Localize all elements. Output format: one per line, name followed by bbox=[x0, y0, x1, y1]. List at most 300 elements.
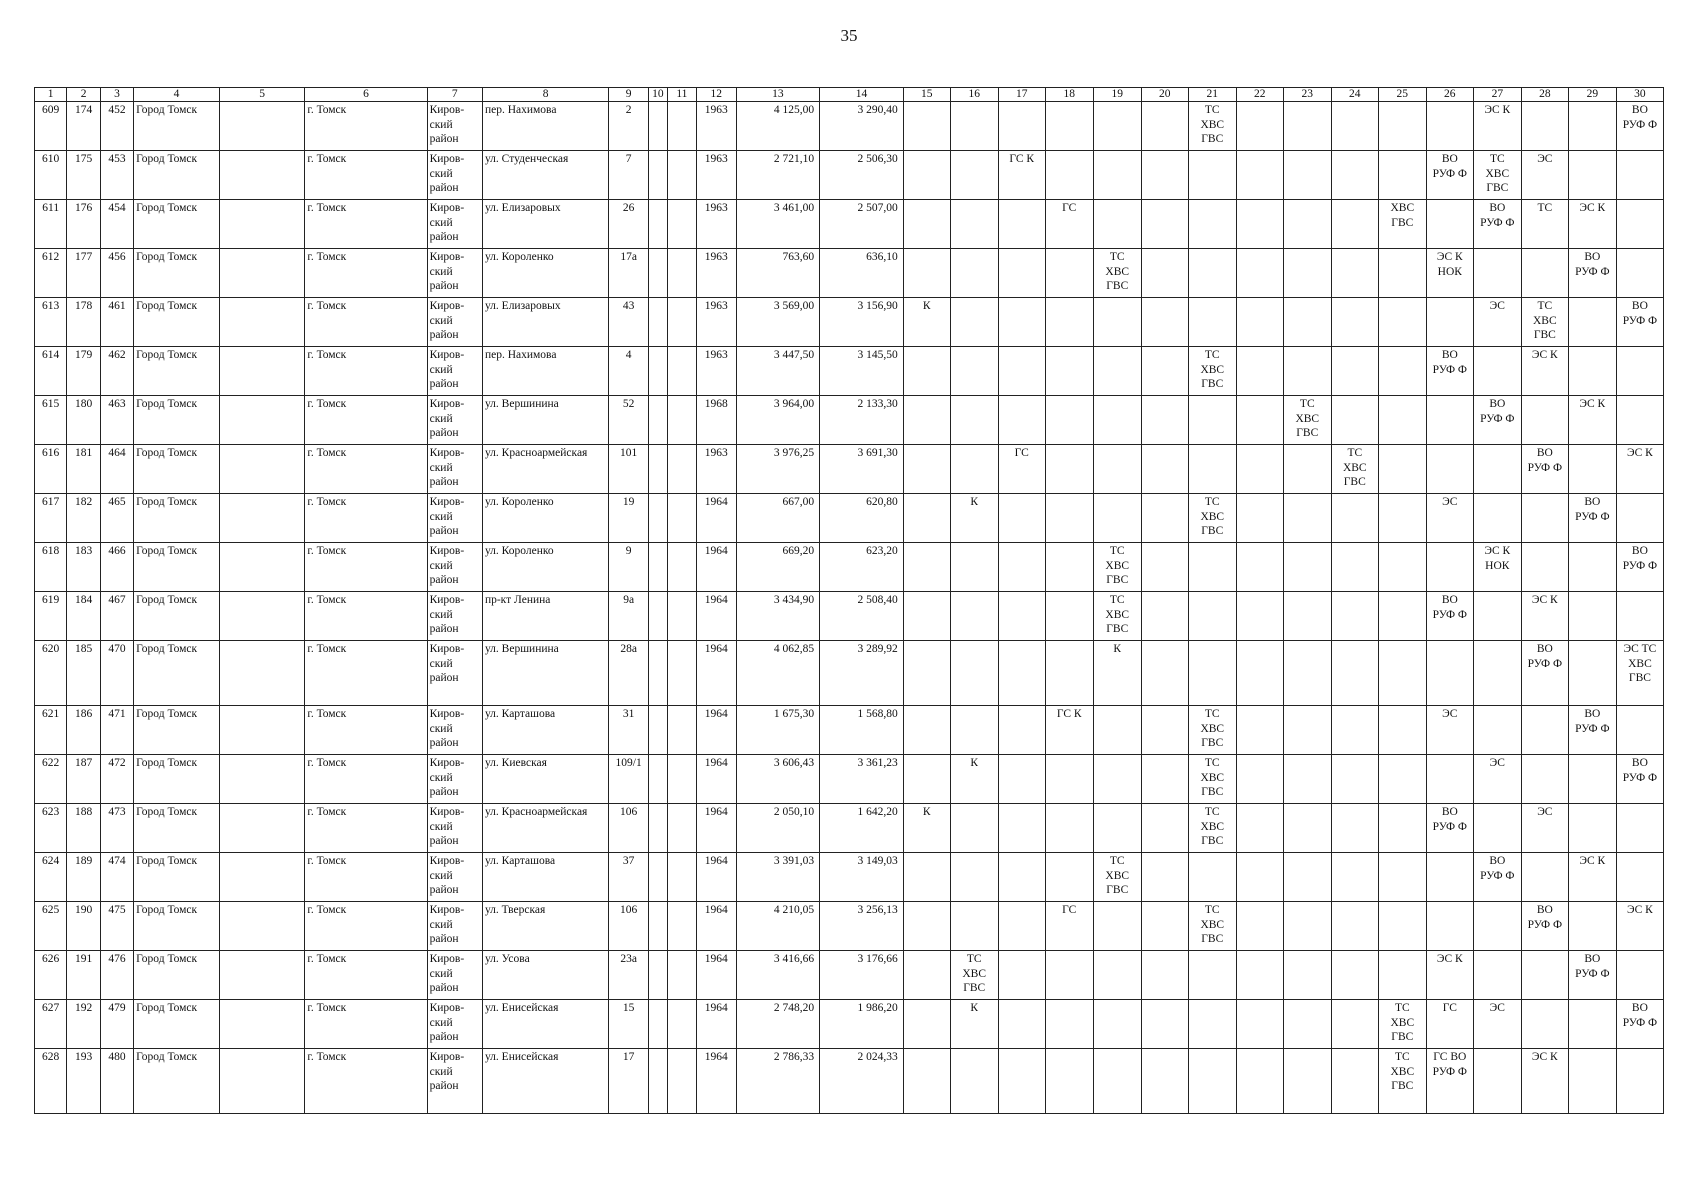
column-number-row bbox=[35, 88, 1664, 102]
table-cell-col-11 bbox=[667, 445, 696, 494]
table-cell-col-21: ТС ХВС ГВС bbox=[1188, 755, 1236, 804]
table-cell-col-2: 191 bbox=[67, 951, 100, 1000]
table-cell-col-28 bbox=[1521, 396, 1568, 445]
table-cell-col-27 bbox=[1473, 706, 1521, 755]
table-cell-col-2: 183 bbox=[67, 543, 100, 592]
table-cell-col-5 bbox=[219, 445, 305, 494]
table-cell-col-16 bbox=[950, 298, 998, 347]
table-cell-col-21 bbox=[1188, 1049, 1236, 1114]
table-cell-col-12: 1964 bbox=[696, 951, 736, 1000]
table-cell-col-21 bbox=[1188, 641, 1236, 706]
table-cell-col-11 bbox=[667, 200, 696, 249]
table-cell-col-10 bbox=[648, 494, 667, 543]
table-cell-col-11 bbox=[667, 1049, 696, 1114]
table-cell-col-15 bbox=[903, 706, 950, 755]
table-cell-col-10 bbox=[648, 543, 667, 592]
table-cell-col-4: Город Томск bbox=[134, 102, 220, 151]
table-cell-col-21 bbox=[1188, 151, 1236, 200]
table-cell-col-9: 9а bbox=[609, 592, 649, 641]
table-cell-col-8: ул. Красноармейская bbox=[482, 445, 608, 494]
table-cell-col-27 bbox=[1473, 249, 1521, 298]
table-cell-col-17 bbox=[998, 102, 1045, 151]
table-cell-col-22 bbox=[1236, 592, 1283, 641]
table-cell-col-9: 7 bbox=[609, 151, 649, 200]
table-cell-col-19 bbox=[1093, 902, 1141, 951]
table-cell-col-10 bbox=[648, 902, 667, 951]
table-cell-col-3: 479 bbox=[100, 1000, 133, 1049]
table-cell-col-8: ул. Короленко bbox=[482, 543, 608, 592]
table-cell-col-3: 462 bbox=[100, 347, 133, 396]
table-cell-col-17 bbox=[998, 494, 1045, 543]
table-cell-col-5 bbox=[219, 902, 305, 951]
table-cell-col-27 bbox=[1473, 641, 1521, 706]
table-cell-col-13: 3 461,00 bbox=[736, 200, 820, 249]
table-cell-col-1: 619 bbox=[35, 592, 67, 641]
table-cell-col-19: ТС ХВС ГВС bbox=[1093, 592, 1141, 641]
table-cell-col-8: ул. Короленко bbox=[482, 249, 608, 298]
table-cell-col-1: 626 bbox=[35, 951, 67, 1000]
table-cell-col-29 bbox=[1568, 755, 1616, 804]
table-cell-col-17: ГС К bbox=[998, 151, 1045, 200]
table-cell-col-1: 609 bbox=[35, 102, 67, 151]
table-cell-col-8: ул. Елизаровых bbox=[482, 298, 608, 347]
table-cell-col-27 bbox=[1473, 347, 1521, 396]
table-cell-col-12: 1964 bbox=[696, 706, 736, 755]
column-number: 17 bbox=[998, 88, 1045, 102]
table-cell-col-16 bbox=[950, 592, 998, 641]
table-cell-col-22 bbox=[1236, 543, 1283, 592]
table-cell-col-26: ЭС К НОК bbox=[1426, 249, 1473, 298]
table-cell-col-20 bbox=[1141, 755, 1188, 804]
table-cell-col-7: Киров- ский район bbox=[427, 445, 482, 494]
table-cell-col-24 bbox=[1331, 200, 1378, 249]
table-cell-col-4: Город Томск bbox=[134, 641, 220, 706]
table-cell-col-12: 1964 bbox=[696, 1000, 736, 1049]
column-number: 6 bbox=[305, 88, 427, 102]
table-cell-col-26 bbox=[1426, 298, 1473, 347]
table-cell-col-20 bbox=[1141, 804, 1188, 853]
table-cell-col-24 bbox=[1331, 706, 1378, 755]
table-cell-col-21: ТС ХВС ГВС bbox=[1188, 706, 1236, 755]
table-cell-col-13: 3 976,25 bbox=[736, 445, 820, 494]
table-cell-col-29 bbox=[1568, 902, 1616, 951]
table-cell-col-9: 2 bbox=[609, 102, 649, 151]
table-cell-col-9: 4 bbox=[609, 347, 649, 396]
table-cell-col-30 bbox=[1616, 804, 1663, 853]
table-cell-col-19 bbox=[1093, 298, 1141, 347]
table-cell-col-26: ГС ВО РУФ Ф bbox=[1426, 1049, 1473, 1114]
table-cell-col-13: 1 675,30 bbox=[736, 706, 820, 755]
table-cell-col-22 bbox=[1236, 200, 1283, 249]
table-cell-col-6: г. Томск bbox=[305, 641, 427, 706]
table-cell-col-28 bbox=[1521, 249, 1568, 298]
column-number: 26 bbox=[1426, 88, 1473, 102]
table-cell-col-6: г. Томск bbox=[305, 951, 427, 1000]
table-cell-col-19: ТС ХВС ГВС bbox=[1093, 543, 1141, 592]
column-number: 9 bbox=[609, 88, 649, 102]
table-cell-col-17 bbox=[998, 592, 1045, 641]
table-cell-col-1: 620 bbox=[35, 641, 67, 706]
table-cell-col-14: 1 642,20 bbox=[820, 804, 904, 853]
table-row bbox=[35, 592, 1664, 641]
table-cell-col-19: ТС ХВС ГВС bbox=[1093, 249, 1141, 298]
table-cell-col-5 bbox=[219, 755, 305, 804]
table-cell-col-10 bbox=[648, 1000, 667, 1049]
column-number: 5 bbox=[219, 88, 305, 102]
table-cell-col-23 bbox=[1283, 151, 1331, 200]
table-cell-col-27 bbox=[1473, 1049, 1521, 1114]
table-cell-col-24 bbox=[1331, 804, 1378, 853]
column-number: 10 bbox=[648, 88, 667, 102]
table-cell-col-15 bbox=[903, 347, 950, 396]
table-cell-col-9: 101 bbox=[609, 445, 649, 494]
table-cell-col-16 bbox=[950, 249, 998, 298]
table-cell-col-23 bbox=[1283, 706, 1331, 755]
table-cell-col-24 bbox=[1331, 249, 1378, 298]
table-cell-col-29: ВО РУФ Ф bbox=[1568, 494, 1616, 543]
table-cell-col-28: ЭС bbox=[1521, 151, 1568, 200]
table-cell-col-15 bbox=[903, 396, 950, 445]
table-cell-col-13: 3 606,43 bbox=[736, 755, 820, 804]
table-cell-col-6: г. Томск bbox=[305, 853, 427, 902]
table-cell-col-29 bbox=[1568, 1049, 1616, 1114]
table-cell-col-30 bbox=[1616, 249, 1663, 298]
table-cell-col-10 bbox=[648, 151, 667, 200]
table-cell-col-18 bbox=[1045, 298, 1093, 347]
table-cell-col-8: ул. Киевская bbox=[482, 755, 608, 804]
table-cell-col-23 bbox=[1283, 200, 1331, 249]
table-cell-col-30 bbox=[1616, 200, 1663, 249]
table-cell-col-8: ул. Короленко bbox=[482, 494, 608, 543]
table-cell-col-19 bbox=[1093, 151, 1141, 200]
table-cell-col-8: пер. Нахимова bbox=[482, 347, 608, 396]
table-cell-col-2: 185 bbox=[67, 641, 100, 706]
table-cell-col-19: ТС ХВС ГВС bbox=[1093, 853, 1141, 902]
table-cell-col-28: ЭС bbox=[1521, 804, 1568, 853]
table-cell-col-23: ТС ХВС ГВС bbox=[1283, 396, 1331, 445]
table-cell-col-10 bbox=[648, 396, 667, 445]
table-cell-col-12: 1963 bbox=[696, 445, 736, 494]
table-cell-col-16: К bbox=[950, 1000, 998, 1049]
table-cell-col-26: ВО РУФ Ф bbox=[1426, 592, 1473, 641]
table-cell-col-2: 174 bbox=[67, 102, 100, 151]
table-row bbox=[35, 755, 1664, 804]
table-cell-col-30: ЭС К bbox=[1616, 445, 1663, 494]
table-cell-col-17 bbox=[998, 902, 1045, 951]
table-row bbox=[35, 396, 1664, 445]
table-cell-col-8: ул. Вершинина bbox=[482, 641, 608, 706]
table-cell-col-28: ВО РУФ Ф bbox=[1521, 641, 1568, 706]
table-cell-col-12: 1963 bbox=[696, 200, 736, 249]
table-cell-col-12: 1963 bbox=[696, 298, 736, 347]
table-cell-col-22 bbox=[1236, 804, 1283, 853]
table-cell-col-9: 9 bbox=[609, 543, 649, 592]
table-cell-col-19 bbox=[1093, 1049, 1141, 1114]
table-cell-col-17: ГС bbox=[998, 445, 1045, 494]
table-cell-col-18 bbox=[1045, 494, 1093, 543]
column-number: 29 bbox=[1568, 88, 1616, 102]
table-cell-col-17 bbox=[998, 200, 1045, 249]
table-cell-col-7: Киров- ский район bbox=[427, 592, 482, 641]
table-cell-col-3: 475 bbox=[100, 902, 133, 951]
table-cell-col-14: 2 508,40 bbox=[820, 592, 904, 641]
table-cell-col-16 bbox=[950, 1049, 998, 1114]
table-cell-col-10 bbox=[648, 755, 667, 804]
table-cell-col-14: 2 024,33 bbox=[820, 1049, 904, 1114]
table-cell-col-7: Киров- ский район bbox=[427, 641, 482, 706]
table-cell-col-13: 4 062,85 bbox=[736, 641, 820, 706]
table-cell-col-20 bbox=[1141, 706, 1188, 755]
table-cell-col-7: Киров- ский район bbox=[427, 102, 482, 151]
table-cell-col-8: ул. Енисейская bbox=[482, 1049, 608, 1114]
table-cell-col-15 bbox=[903, 445, 950, 494]
table-cell-col-28: ЭС К bbox=[1521, 1049, 1568, 1114]
table-cell-col-21 bbox=[1188, 543, 1236, 592]
column-number: 3 bbox=[100, 88, 133, 102]
table-cell-col-4: Город Томск bbox=[134, 200, 220, 249]
table-cell-col-24 bbox=[1331, 102, 1378, 151]
column-number: 30 bbox=[1616, 88, 1663, 102]
table-cell-col-5 bbox=[219, 951, 305, 1000]
table-cell-col-17 bbox=[998, 1000, 1045, 1049]
table-cell-col-19: К bbox=[1093, 641, 1141, 706]
table-cell-col-27: ЭС bbox=[1473, 1000, 1521, 1049]
table-cell-col-25: ТС ХВС ГВС bbox=[1378, 1000, 1426, 1049]
table-cell-col-7: Киров- ский район bbox=[427, 543, 482, 592]
table-cell-col-1: 627 bbox=[35, 1000, 67, 1049]
table-cell-col-9: 15 bbox=[609, 1000, 649, 1049]
table-cell-col-16 bbox=[950, 641, 998, 706]
table-cell-col-20 bbox=[1141, 347, 1188, 396]
table-cell-col-8: ул. Карташова bbox=[482, 853, 608, 902]
table-cell-col-6: г. Томск bbox=[305, 902, 427, 951]
table-cell-col-20 bbox=[1141, 853, 1188, 902]
column-number: 25 bbox=[1378, 88, 1426, 102]
table-cell-col-2: 184 bbox=[67, 592, 100, 641]
table-cell-col-2: 181 bbox=[67, 445, 100, 494]
table-cell-col-15 bbox=[903, 249, 950, 298]
column-number: 12 bbox=[696, 88, 736, 102]
table-cell-col-15 bbox=[903, 592, 950, 641]
table-cell-col-5 bbox=[219, 151, 305, 200]
table-cell-col-26 bbox=[1426, 902, 1473, 951]
table-cell-col-13: 3 391,03 bbox=[736, 853, 820, 902]
table-cell-col-16: К bbox=[950, 755, 998, 804]
table-cell-col-19 bbox=[1093, 804, 1141, 853]
table-cell-col-19 bbox=[1093, 445, 1141, 494]
table-cell-col-28: ВО РУФ Ф bbox=[1521, 902, 1568, 951]
table-cell-col-6: г. Томск bbox=[305, 249, 427, 298]
table-cell-col-14: 636,10 bbox=[820, 249, 904, 298]
table-cell-col-4: Город Томск bbox=[134, 902, 220, 951]
table-cell-col-5 bbox=[219, 853, 305, 902]
table-cell-col-15 bbox=[903, 200, 950, 249]
table-cell-col-23 bbox=[1283, 641, 1331, 706]
table-cell-col-12: 1964 bbox=[696, 543, 736, 592]
table-cell-col-21: ТС ХВС ГВС bbox=[1188, 102, 1236, 151]
table-cell-col-18: ГС bbox=[1045, 200, 1093, 249]
column-number: 2 bbox=[67, 88, 100, 102]
table-cell-col-9: 26 bbox=[609, 200, 649, 249]
table-cell-col-10 bbox=[648, 853, 667, 902]
table-cell-col-12: 1964 bbox=[696, 853, 736, 902]
table-cell-col-21: ТС ХВС ГВС bbox=[1188, 804, 1236, 853]
table-cell-col-23 bbox=[1283, 494, 1331, 543]
table-cell-col-20 bbox=[1141, 902, 1188, 951]
table-cell-col-1: 613 bbox=[35, 298, 67, 347]
table-cell-col-22 bbox=[1236, 102, 1283, 151]
table-cell-col-15 bbox=[903, 853, 950, 902]
table-cell-col-30: ВО РУФ Ф bbox=[1616, 755, 1663, 804]
column-number: 1 bbox=[35, 88, 67, 102]
table-cell-col-1: 628 bbox=[35, 1049, 67, 1114]
table-cell-col-29 bbox=[1568, 102, 1616, 151]
table-cell-col-1: 615 bbox=[35, 396, 67, 445]
table-cell-col-17 bbox=[998, 396, 1045, 445]
table-cell-col-26 bbox=[1426, 445, 1473, 494]
table-cell-col-21 bbox=[1188, 249, 1236, 298]
table-cell-col-14: 1 568,80 bbox=[820, 706, 904, 755]
table-cell-col-17 bbox=[998, 755, 1045, 804]
table-cell-col-12: 1968 bbox=[696, 396, 736, 445]
table-cell-col-24 bbox=[1331, 853, 1378, 902]
column-number: 13 bbox=[736, 88, 820, 102]
table-cell-col-5 bbox=[219, 804, 305, 853]
table-cell-col-30: ВО РУФ Ф bbox=[1616, 102, 1663, 151]
table-cell-col-25 bbox=[1378, 755, 1426, 804]
table-cell-col-28 bbox=[1521, 543, 1568, 592]
table-cell-col-20 bbox=[1141, 1049, 1188, 1114]
table-cell-col-9: 109/1 bbox=[609, 755, 649, 804]
table-cell-col-1: 625 bbox=[35, 902, 67, 951]
table-cell-col-16 bbox=[950, 445, 998, 494]
table-cell-col-12: 1964 bbox=[696, 902, 736, 951]
table-cell-col-9: 28а bbox=[609, 641, 649, 706]
table-cell-col-6: г. Томск bbox=[305, 1049, 427, 1114]
table-cell-col-3: 472 bbox=[100, 755, 133, 804]
table-cell-col-6: г. Томск bbox=[305, 755, 427, 804]
table-cell-col-11 bbox=[667, 804, 696, 853]
table-cell-col-27 bbox=[1473, 494, 1521, 543]
table-cell-col-25 bbox=[1378, 853, 1426, 902]
table-cell-col-18 bbox=[1045, 804, 1093, 853]
table-cell-col-7: Киров- ский район bbox=[427, 1049, 482, 1114]
table-cell-col-29 bbox=[1568, 592, 1616, 641]
table-cell-col-26 bbox=[1426, 102, 1473, 151]
table-cell-col-16: К bbox=[950, 494, 998, 543]
table-cell-col-29 bbox=[1568, 151, 1616, 200]
table-cell-col-22 bbox=[1236, 347, 1283, 396]
table-cell-col-15 bbox=[903, 902, 950, 951]
table-cell-col-18 bbox=[1045, 755, 1093, 804]
table-cell-col-16 bbox=[950, 396, 998, 445]
table-cell-col-24 bbox=[1331, 902, 1378, 951]
table-cell-col-15 bbox=[903, 151, 950, 200]
table-cell-col-29 bbox=[1568, 641, 1616, 706]
table-cell-col-20 bbox=[1141, 151, 1188, 200]
table-cell-col-11 bbox=[667, 347, 696, 396]
table-cell-col-24 bbox=[1331, 298, 1378, 347]
table-cell-col-5 bbox=[219, 706, 305, 755]
table-cell-col-21 bbox=[1188, 951, 1236, 1000]
table-cell-col-29 bbox=[1568, 445, 1616, 494]
table-cell-col-4: Город Томск bbox=[134, 1049, 220, 1114]
table-cell-col-20 bbox=[1141, 102, 1188, 151]
table-row bbox=[35, 102, 1664, 151]
table-cell-col-30: ВО РУФ Ф bbox=[1616, 298, 1663, 347]
table-cell-col-25 bbox=[1378, 102, 1426, 151]
table-cell-col-10 bbox=[648, 706, 667, 755]
table-cell-col-9: 31 bbox=[609, 706, 649, 755]
table-cell-col-7: Киров- ский район bbox=[427, 396, 482, 445]
table-cell-col-2: 189 bbox=[67, 853, 100, 902]
table-cell-col-25 bbox=[1378, 347, 1426, 396]
table-cell-col-18 bbox=[1045, 641, 1093, 706]
table-cell-col-5 bbox=[219, 1049, 305, 1114]
table-cell-col-20 bbox=[1141, 298, 1188, 347]
table-cell-col-13: 3 447,50 bbox=[736, 347, 820, 396]
table-cell-col-1: 610 bbox=[35, 151, 67, 200]
table-cell-col-9: 43 bbox=[609, 298, 649, 347]
table-cell-col-4: Город Томск bbox=[134, 706, 220, 755]
table-cell-col-3: 453 bbox=[100, 151, 133, 200]
table-cell-col-23 bbox=[1283, 853, 1331, 902]
table-cell-col-14: 2 506,30 bbox=[820, 151, 904, 200]
table-cell-col-29 bbox=[1568, 298, 1616, 347]
table-cell-col-12: 1964 bbox=[696, 804, 736, 853]
table-cell-col-30 bbox=[1616, 706, 1663, 755]
table-cell-col-20 bbox=[1141, 249, 1188, 298]
table-cell-col-17 bbox=[998, 347, 1045, 396]
table-cell-col-28: ЭС К bbox=[1521, 592, 1568, 641]
table-cell-col-24 bbox=[1331, 543, 1378, 592]
table-cell-col-18 bbox=[1045, 951, 1093, 1000]
table-cell-col-14: 3 289,92 bbox=[820, 641, 904, 706]
table-cell-col-6: г. Томск bbox=[305, 1000, 427, 1049]
table-cell-col-8: ул. Енисейская bbox=[482, 1000, 608, 1049]
table-cell-col-3: 454 bbox=[100, 200, 133, 249]
table-cell-col-24 bbox=[1331, 1049, 1378, 1114]
table-cell-col-6: г. Томск bbox=[305, 494, 427, 543]
table-cell-col-18: ГС К bbox=[1045, 706, 1093, 755]
table-cell-col-21 bbox=[1188, 298, 1236, 347]
table-cell-col-19 bbox=[1093, 706, 1141, 755]
table-cell-col-28 bbox=[1521, 102, 1568, 151]
table-cell-col-28 bbox=[1521, 1000, 1568, 1049]
table-cell-col-15 bbox=[903, 1049, 950, 1114]
column-number: 15 bbox=[903, 88, 950, 102]
table-cell-col-7: Киров- ский район bbox=[427, 494, 482, 543]
table-row bbox=[35, 1000, 1664, 1049]
table-row bbox=[35, 902, 1664, 951]
table-cell-col-16 bbox=[950, 543, 998, 592]
table-cell-col-3: 474 bbox=[100, 853, 133, 902]
table-cell-col-12: 1963 bbox=[696, 102, 736, 151]
table-cell-col-4: Город Томск bbox=[134, 396, 220, 445]
table-cell-col-29 bbox=[1568, 543, 1616, 592]
table-cell-col-18 bbox=[1045, 249, 1093, 298]
table-cell-col-7: Киров- ский район bbox=[427, 151, 482, 200]
table-cell-col-23 bbox=[1283, 102, 1331, 151]
column-number: 20 bbox=[1141, 88, 1188, 102]
table-cell-col-1: 616 bbox=[35, 445, 67, 494]
table-cell-col-18 bbox=[1045, 102, 1093, 151]
table-cell-col-3: 480 bbox=[100, 1049, 133, 1114]
table-cell-col-21: ТС ХВС ГВС bbox=[1188, 494, 1236, 543]
table-cell-col-14: 3 156,90 bbox=[820, 298, 904, 347]
table-cell-col-27: ВО РУФ Ф bbox=[1473, 853, 1521, 902]
table-cell-col-29: ВО РУФ Ф bbox=[1568, 706, 1616, 755]
